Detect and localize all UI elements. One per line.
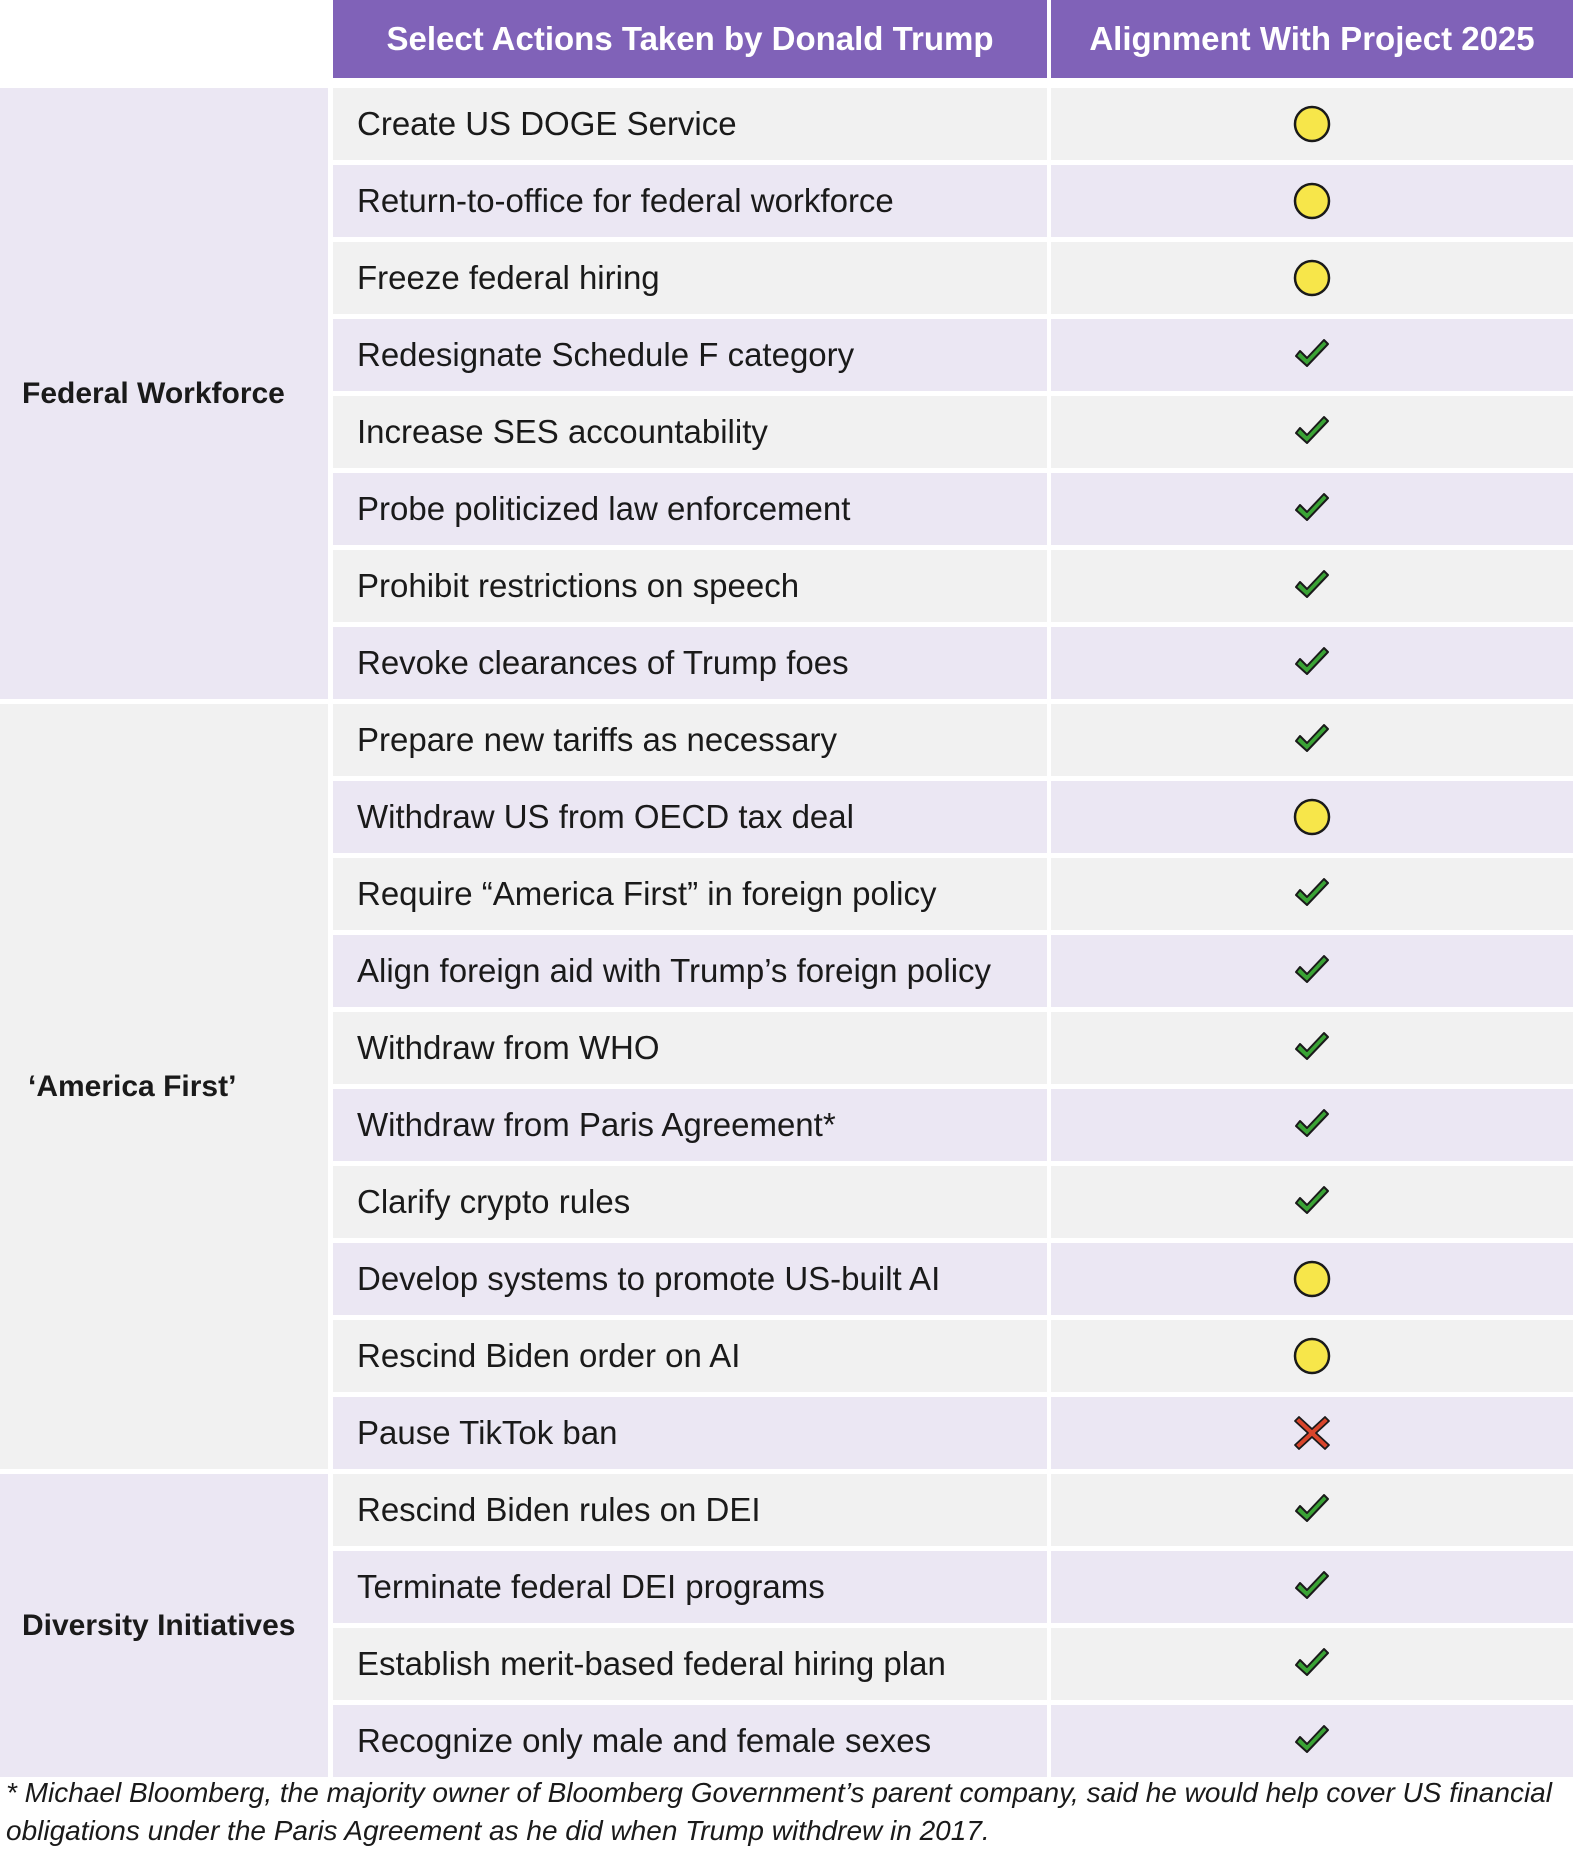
alignment-cell (1051, 1705, 1573, 1777)
action-cell: Establish merit-based federal hiring plan (333, 1628, 1047, 1700)
table-row (333, 858, 1573, 930)
alignment-cell (1051, 858, 1573, 930)
action-cell: Return-to-office for federal workforce (333, 165, 1047, 237)
green-checkmark-icon (1292, 1028, 1332, 1068)
actions-column-header: Select Actions Taken by Donald Trump (333, 0, 1047, 78)
green-checkmark-icon (1292, 1721, 1332, 1761)
green-checkmark-icon (1292, 335, 1332, 375)
yellow-circle-icon (1292, 1336, 1332, 1376)
action-cell: Prepare new tariffs as necessary (333, 704, 1047, 776)
table-row (333, 781, 1573, 853)
table-row (333, 627, 1573, 699)
action-cell: Withdraw from Paris Agreement* (333, 1089, 1047, 1161)
alignment-cell (1051, 781, 1573, 853)
table-row (333, 1397, 1573, 1469)
yellow-circle-icon (1292, 797, 1332, 837)
table-header (0, 0, 1573, 78)
table-row (333, 396, 1573, 468)
green-checkmark-icon (1292, 951, 1332, 991)
action-cell: Pause TikTok ban (333, 1397, 1047, 1469)
category-label: Diversity Initiatives (0, 1474, 328, 1777)
green-checkmark-icon (1292, 1567, 1332, 1607)
footnote: * Michael Bloomberg, the majority owner of Bloomberg Government’s parent company, said he would help cover US financial obligations under the Paris Agreement as he did when Trump withdrew in 2017. (6, 1777, 1552, 1846)
alignment-cell (1051, 935, 1573, 1007)
table-row (333, 935, 1573, 1007)
action-cell: Redesignate Schedule F category (333, 319, 1047, 391)
action-cell: Require “America First” in foreign policy (333, 858, 1047, 930)
alignment-cell (1051, 1089, 1573, 1161)
alignment-cell (1051, 165, 1573, 237)
table-row (333, 319, 1573, 391)
table-row (333, 704, 1573, 776)
action-cell: Develop systems to promote US-built AI (333, 1243, 1047, 1315)
green-checkmark-icon (1292, 720, 1332, 760)
yellow-circle-icon (1292, 258, 1332, 298)
alignment-cell (1051, 473, 1573, 545)
action-cell: Withdraw US from OECD tax deal (333, 781, 1047, 853)
category-label: ‘America First’ (0, 704, 328, 1469)
alignment-cell (1051, 88, 1573, 160)
table-row (333, 1166, 1573, 1238)
action-cell: Align foreign aid with Trump’s foreign policy (333, 935, 1047, 1007)
green-checkmark-icon (1292, 489, 1332, 529)
green-checkmark-icon (1292, 1105, 1332, 1145)
table-row (333, 473, 1573, 545)
alignment-cell (1051, 704, 1573, 776)
action-cell: Prohibit restrictions on speech (333, 550, 1047, 622)
table-row (333, 550, 1573, 622)
alignment-column-header: Alignment With Project 2025 (1051, 0, 1573, 78)
action-cell: Create US DOGE Service (333, 88, 1047, 160)
alignment-cell (1051, 396, 1573, 468)
green-checkmark-icon (1292, 1182, 1332, 1222)
table-row (333, 1705, 1573, 1777)
table-row (333, 165, 1573, 237)
alignment-cell (1051, 1243, 1573, 1315)
green-checkmark-icon (1292, 874, 1332, 914)
alignment-cell (1051, 1012, 1573, 1084)
alignment-cell (1051, 627, 1573, 699)
red-x-icon (1292, 1413, 1332, 1453)
yellow-circle-icon (1292, 181, 1332, 221)
yellow-circle-icon (1292, 104, 1332, 144)
action-cell: Revoke clearances of Trump foes (333, 627, 1047, 699)
action-cell: Probe politicized law enforcement (333, 473, 1047, 545)
table-row (333, 1089, 1573, 1161)
category-label: Federal Workforce (0, 88, 328, 699)
green-checkmark-icon (1292, 412, 1332, 452)
table-row (333, 1628, 1573, 1700)
action-cell: Terminate federal DEI programs (333, 1551, 1047, 1623)
action-cell: Recognize only male and female sexes (333, 1705, 1047, 1777)
green-checkmark-icon (1292, 566, 1332, 606)
alignment-cell (1051, 1474, 1573, 1546)
alignment-cell (1051, 550, 1573, 622)
table-row (333, 1320, 1573, 1392)
alignment-cell (1051, 242, 1573, 314)
action-cell: Clarify crypto rules (333, 1166, 1047, 1238)
green-checkmark-icon (1292, 1490, 1332, 1530)
alignment-cell (1051, 1628, 1573, 1700)
table-row (333, 1243, 1573, 1315)
action-cell: Withdraw from WHO (333, 1012, 1047, 1084)
green-checkmark-icon (1292, 1644, 1332, 1684)
action-cell: Rescind Biden rules on DEI (333, 1474, 1047, 1546)
alignment-cell (1051, 319, 1573, 391)
table-row (333, 1551, 1573, 1623)
alignment-cell (1051, 1320, 1573, 1392)
table-row (333, 242, 1573, 314)
action-cell: Freeze federal hiring (333, 242, 1047, 314)
alignment-cell (1051, 1551, 1573, 1623)
action-cell: Increase SES accountability (333, 396, 1047, 468)
alignment-cell (1051, 1397, 1573, 1469)
table-row (333, 88, 1573, 160)
alignment-cell (1051, 1166, 1573, 1238)
yellow-circle-icon (1292, 1259, 1332, 1299)
table-row (333, 1474, 1573, 1546)
table-row (333, 1012, 1573, 1084)
action-cell: Rescind Biden order on AI (333, 1320, 1047, 1392)
green-checkmark-icon (1292, 643, 1332, 683)
